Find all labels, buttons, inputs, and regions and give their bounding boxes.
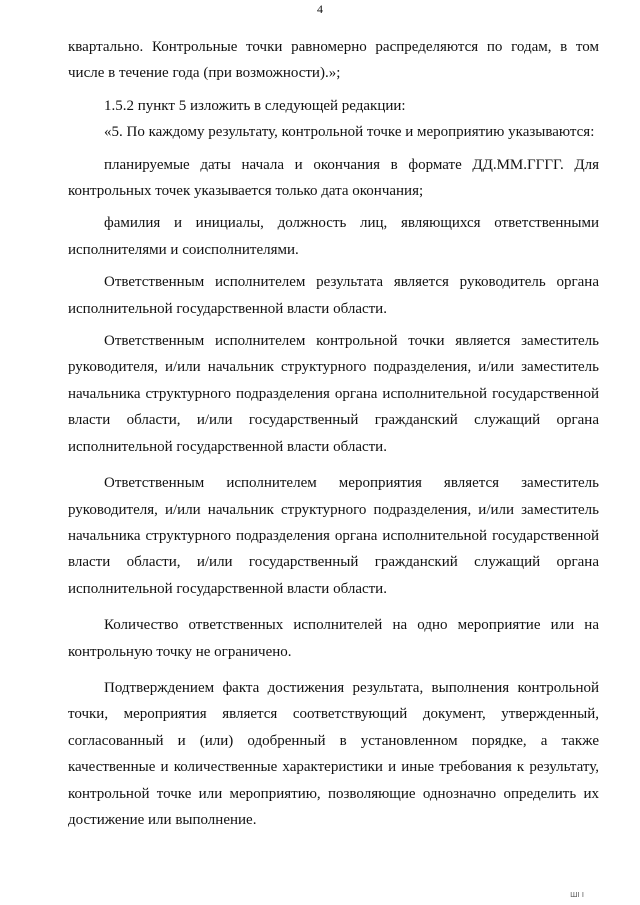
- paragraph-executor-count: Количество ответственных исполнителей на одно мероприятие или на контрольную точку не ограничено.: [68, 617, 599, 660]
- paragraph-confirmation: Подтверждением факта достижения результата, выполнения контрольной точки, мероприятия является соответствующий документ, утвержденный, согласованный и (или) одобренный в установленном порядке, а также качественные и количественные характеристики и иные требования к результату, контрольной точке или мероприятию, позволяющие однозначно определить их достижение или выполнение.: [68, 679, 599, 828]
- paragraph-item-5: «5. По каждому результату, контрольной точке и мероприятию указываются:: [104, 124, 595, 141]
- paragraph-planned-dates: планируемые даты начала и окончания в формате ДД.ММ.ГГГГ. Для контрольных точек указывается только дата окончания;: [68, 156, 599, 200]
- footer-mark: ШI I: [570, 891, 584, 899]
- paragraph-continuation: квартально. Контрольные точки равномерно распределяются по годам, в том числе в течение года (при возможности).»;: [68, 39, 599, 82]
- paragraph-amendment-heading: 1.5.2 пункт 5 изложить в следующей редакции:: [104, 97, 406, 114]
- document-body: [68, 34, 599, 833]
- paragraph-activity-executor: Ответственным исполнителем мероприятия является заместитель руководителя, и/или начальник структурного подразделения, и/или заместитель начальника структурного подразделения органа исполнительной государственной власти области, и/или государственный гражданский служащий органа исполнительной государственной власти области.: [68, 475, 599, 597]
- paragraph-result-executor: Ответственным исполнителем результата является руководитель органа исполнительной государственной власти области.: [68, 274, 599, 317]
- paragraph-checkpoint-executor: Ответственным исполнителем контрольной точки является заместитель руководителя, и/или начальник структурного подразделения, и/или заместитель начальника структурного подразделения органа исполнительной государственной власти области, и/или государственный гражданский служащий органа исполнительной государственной власти области.: [68, 333, 599, 455]
- page-number: 4: [317, 2, 323, 16]
- paragraph-responsible-persons: фамилия и инициалы, должность лиц, являющихся ответственными исполнителями и соисполнителями.: [68, 215, 599, 258]
